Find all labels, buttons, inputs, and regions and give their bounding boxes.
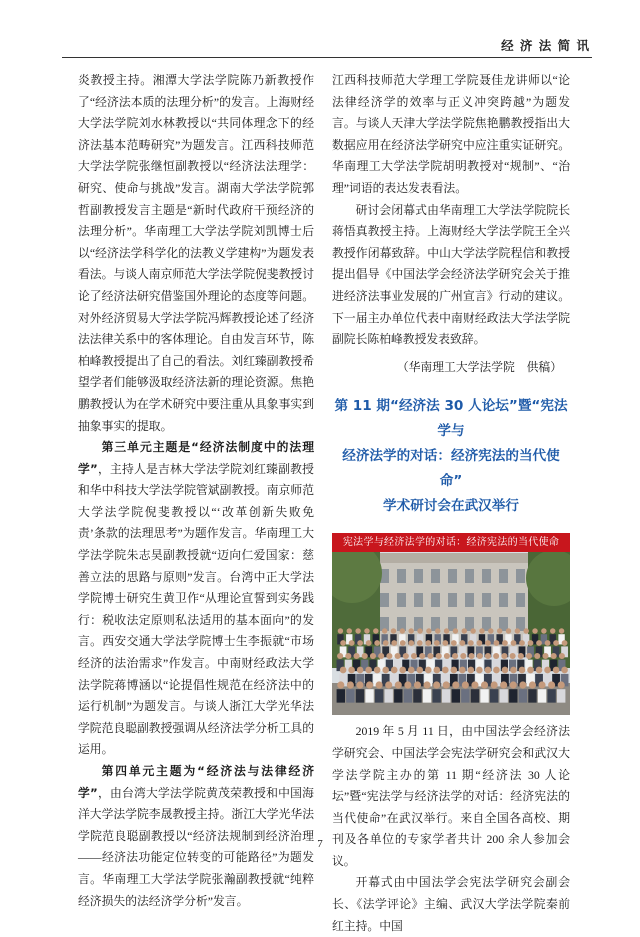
person-head [551,653,557,659]
left-column [78,70,314,912]
person-head [477,640,483,646]
person-head [442,640,448,646]
person-head [416,667,423,674]
person-head [349,640,355,646]
person-head [417,640,423,646]
person-head [468,640,474,646]
person-head [382,667,389,674]
person-head [562,640,568,646]
person-body [452,690,460,703]
person-head [417,629,422,634]
person-head [541,629,546,634]
headline-line: 经济法学的对话：经济宪法的当代使命” [342,448,560,490]
person-head [468,653,474,659]
paragraph-text: 2019 年 5 月 11 日，由中国法学会经济法学研究会、中国法学会宪法学研究会和武汉大学法学院主办的第 11 期“经济法 30 人论坛”暨“宪法学与经济法学的对话：经济宪法的当代使命”在武汉举行。来自全国各高校、期刊及各单位的专家学者共计 200 余人参加会议。 [332,724,570,868]
person-head [376,682,383,689]
person-head [510,667,517,674]
person-head [362,653,368,659]
building-window [482,593,491,607]
person-head [459,640,465,646]
person-body [471,690,479,703]
person-head [337,653,343,659]
person-head [395,682,402,689]
person-head [519,667,526,674]
person-head [544,667,551,674]
person-head [386,653,392,659]
person-head [532,629,537,634]
paragraph-lead: 第四单元主题为“经济法与法律经济学” [78,764,314,800]
person-head [488,629,493,634]
person-head [515,629,520,634]
building-window [516,593,525,607]
person-head [534,653,540,659]
headline-line: 第 11 期“经济法 30 人论坛”暨“宪法学与 [334,398,568,440]
person-head [340,667,347,674]
person-head [435,629,440,634]
paragraph-text: ，主持人是吉林大学法学院刘红臻副教授和华中科技大学法学院管斌副教授。南京师范大学法学院倪斐教授以“‘改革创新失败免责’条款的法理思考”为题作发言。华南理工大学法学院朱志昊副教授就“迈向仁爱国家：慈善立法的思路与原则”发言。台湾中正大学法学院博士研究生黄卫作“从理论宣誓到实务践行：税收法定原则私法适用的基本面向”的发言。西安交通大学法学院博士生李振就“市场经济的法治需求”作发言。中南财经政法大学法学院蒋博涵以“论提倡性规范在经济法中的运行机制”为题发言。与谈人浙江大学光华法学院范良聪副教授强调从经济法学分析工具的运用。 [78,461,314,757]
person-body [432,690,440,703]
person-head [373,629,378,634]
person-body [547,690,555,703]
person-head [518,653,524,659]
person-head [523,629,528,634]
person-head [366,682,373,689]
person-head [400,640,406,646]
person-head [411,653,417,659]
person-head [345,653,351,659]
building-window [516,569,525,583]
paragraph-text: 开幕式由中国法学会宪法学研究会副会长、《法学评论》主编、武汉大学法学院秦前红主持。中国 [332,875,570,933]
person-head [391,629,396,634]
paragraph [78,437,314,761]
person-head [459,667,466,674]
person-head [374,640,380,646]
person-body [413,690,421,703]
person-head [426,629,431,634]
building-window [448,569,457,583]
person-head [425,640,431,646]
person-body [346,690,354,703]
person-head [477,653,483,659]
building-window [397,593,406,607]
person-head [500,682,507,689]
person-head [545,640,551,646]
right-column [332,70,570,937]
person-body [404,690,412,703]
person-head [479,629,484,634]
page-number: 7 [317,838,323,850]
person-head [460,653,466,659]
person-head [347,629,352,634]
building-window [431,593,440,607]
person-head [559,629,564,634]
person-head [433,667,440,674]
person-head [382,629,387,634]
person-head [493,653,499,659]
person-head [395,653,401,659]
person-body [557,690,565,703]
person-head [374,667,381,674]
paragraph-text: 炎教授主持。湘潭大学法学院陈乃新教授作了“经济法本质的法理分析”的发言。上海财经大学法学院刘水林教授以“共同体理念下的经济法基本范畴研究”为题发言。江西科技师范大学法学院张继恒副教授以“经济法法理学：研究、使命与挑战”发言。湖南大学法学院郭哲副教授发言主题是“新时代政府干预经济的法理分析”。华南理工大学法学院刘凯博士后以“经济法学科学化的法教义学建构”为题发表看法。与谈人南京师范大学法学院倪斐教授讨论了经济法研究借鉴国外理论的态度等问题。对外经济贸易大学法学院冯辉教授论述了经济法法律关系中的客体理论。自由发言环节，陈柏峰教授提出了自己的看法。刘红臻副教授希望学者们能够汲取经济法新的理论资源。焦艳鹏教授认为在学术研究中要注重从具象事实到抽象事实的提取。 [78,73,314,433]
person-head [527,667,534,674]
person-head [501,653,507,659]
paragraph-lead: 第三单元主题是“经济法制度中的法理学” [78,440,314,476]
person-head [451,640,457,646]
paragraph-text: 江西科技师范大学理工学院聂佳龙讲师以“论法律经济学的效率与正义冲突跨越”为题发言。与谈人天津大学法学院焦艳鹏教授指出大数据应用在经济法学研究中应注重实证研究。华南理工大学法学院胡明教授对“规制”、“治理”词语的表达发表看法。 [332,73,570,195]
person-body [461,690,469,703]
person-head [536,640,542,646]
person-head [442,667,449,674]
person-head [485,653,491,659]
person-head [443,682,450,689]
building-window [414,593,423,607]
person-head [383,640,389,646]
person-head [444,629,449,634]
person-head [481,682,488,689]
building-roof [372,553,532,563]
person-head [427,653,433,659]
photo-banner: 宪法学与经济法学的对话：经济宪法的当代使命 [332,533,570,552]
person-head [365,667,372,674]
person-head [558,682,565,689]
person-head [444,653,450,659]
person-body [528,690,536,703]
person-head [553,667,560,674]
person-head [510,653,516,659]
person-head [408,640,414,646]
person-head [452,653,458,659]
person-body [423,690,431,703]
person-body [490,690,498,703]
person-head [561,667,568,674]
person-head [408,667,415,674]
person-body [509,690,517,703]
person-head [468,667,475,674]
building-window [482,569,491,583]
article-headline [332,394,570,519]
person-head [559,653,565,659]
building-window [380,593,389,607]
person-head [453,629,458,634]
person-head [502,667,509,674]
building-window [431,569,440,583]
person-head [502,640,508,646]
person-head [403,653,409,659]
person-head [470,629,475,634]
person-head [536,667,543,674]
person-body [480,690,488,703]
person-head [542,653,548,659]
building-window [448,593,457,607]
person-head [471,682,478,689]
person-body [385,690,393,703]
person-head [353,653,359,659]
person-head [462,629,467,634]
person-head [436,653,442,659]
person-head [434,640,440,646]
person-head [519,640,525,646]
building-window [414,569,423,583]
paragraph-text: 研讨会闭幕式由华南理工大学法学院院长蒋悟真教授主持。上海财经大学法学院王全兴教授作闭幕致辞。中山大学法学院程信和教授提出倡导《中国法学会经济法学研究会关于推进经济法事业发展的广州宣言》行动的建议。下一届主办单位代表中南财经政法大学法学院副院长陈柏峰教授发表致辞。 [332,202,570,347]
person-head [366,640,372,646]
person-body [337,690,345,703]
person-head [399,667,406,674]
person-head [357,640,363,646]
person-head [526,653,532,659]
person-head [538,682,545,689]
headline-line: 学术研讨会在武汉举行 [383,498,519,515]
paragraph [332,70,570,200]
person-body [375,690,383,703]
person-head [385,682,392,689]
person-head [348,667,355,674]
person-head [347,682,354,689]
person-body [519,690,527,703]
building-window [465,569,474,583]
person-head [356,682,363,689]
person-head [451,667,458,674]
person-body [538,690,546,703]
header-rule [62,57,592,58]
paragraph [332,872,570,937]
person-body [365,690,373,703]
person-head [408,629,413,634]
building-windows [380,569,525,631]
person-head [404,682,411,689]
newsletter-title: 经 济 法 简 讯 [501,38,590,53]
person-head [553,640,559,646]
person-head [519,682,526,689]
person-head [419,653,425,659]
person-head [494,640,500,646]
person-head [423,682,430,689]
person-body [356,690,364,703]
person-head [370,653,376,659]
building-window [499,569,508,583]
group-photo-drawing [332,533,570,715]
person-head [433,682,440,689]
person-body [394,690,402,703]
source-credit: （华南理工大学法学院 供稿） [396,359,562,374]
person-head [506,629,511,634]
person-body [442,690,450,703]
person-head [510,682,517,689]
person-head [425,667,432,674]
paragraph [332,200,570,351]
person-head [476,667,483,674]
person-head [355,629,360,634]
person-head [491,682,498,689]
person-head [485,667,492,674]
person-head [550,629,555,634]
person-head [364,629,369,634]
person-head [493,667,500,674]
person-head [378,653,384,659]
person-head [391,667,398,674]
person-head [485,640,491,646]
person-head [400,629,405,634]
paragraph-text: ，由台湾大学法学院黄茂荣教授和中国海洋大学法学院李晟教授主持。浙江大学光华法学院范良聪副教授以“经济法规制到经济治理——经济法功能定位转变的可能路径”为题发言。华南理工大学法学院张瀚副教授就“纯粹经济损失的法经济学分析”发言。 [78,785,314,908]
person-head [497,629,502,634]
building-window [499,593,508,607]
person-head [529,682,536,689]
paragraph [78,761,314,912]
building-window [397,569,406,583]
person-head [452,682,459,689]
person-head [337,682,344,689]
person-body [500,690,508,703]
person-head [357,667,364,674]
person-head [391,640,397,646]
person-head [462,682,469,689]
person-head [414,682,421,689]
person-head [548,682,555,689]
person-head [511,640,517,646]
person-head [340,640,346,646]
person-head [528,640,534,646]
paragraph [78,70,314,437]
person-head [338,629,343,634]
building-window [465,593,474,607]
group-photo [332,533,570,715]
